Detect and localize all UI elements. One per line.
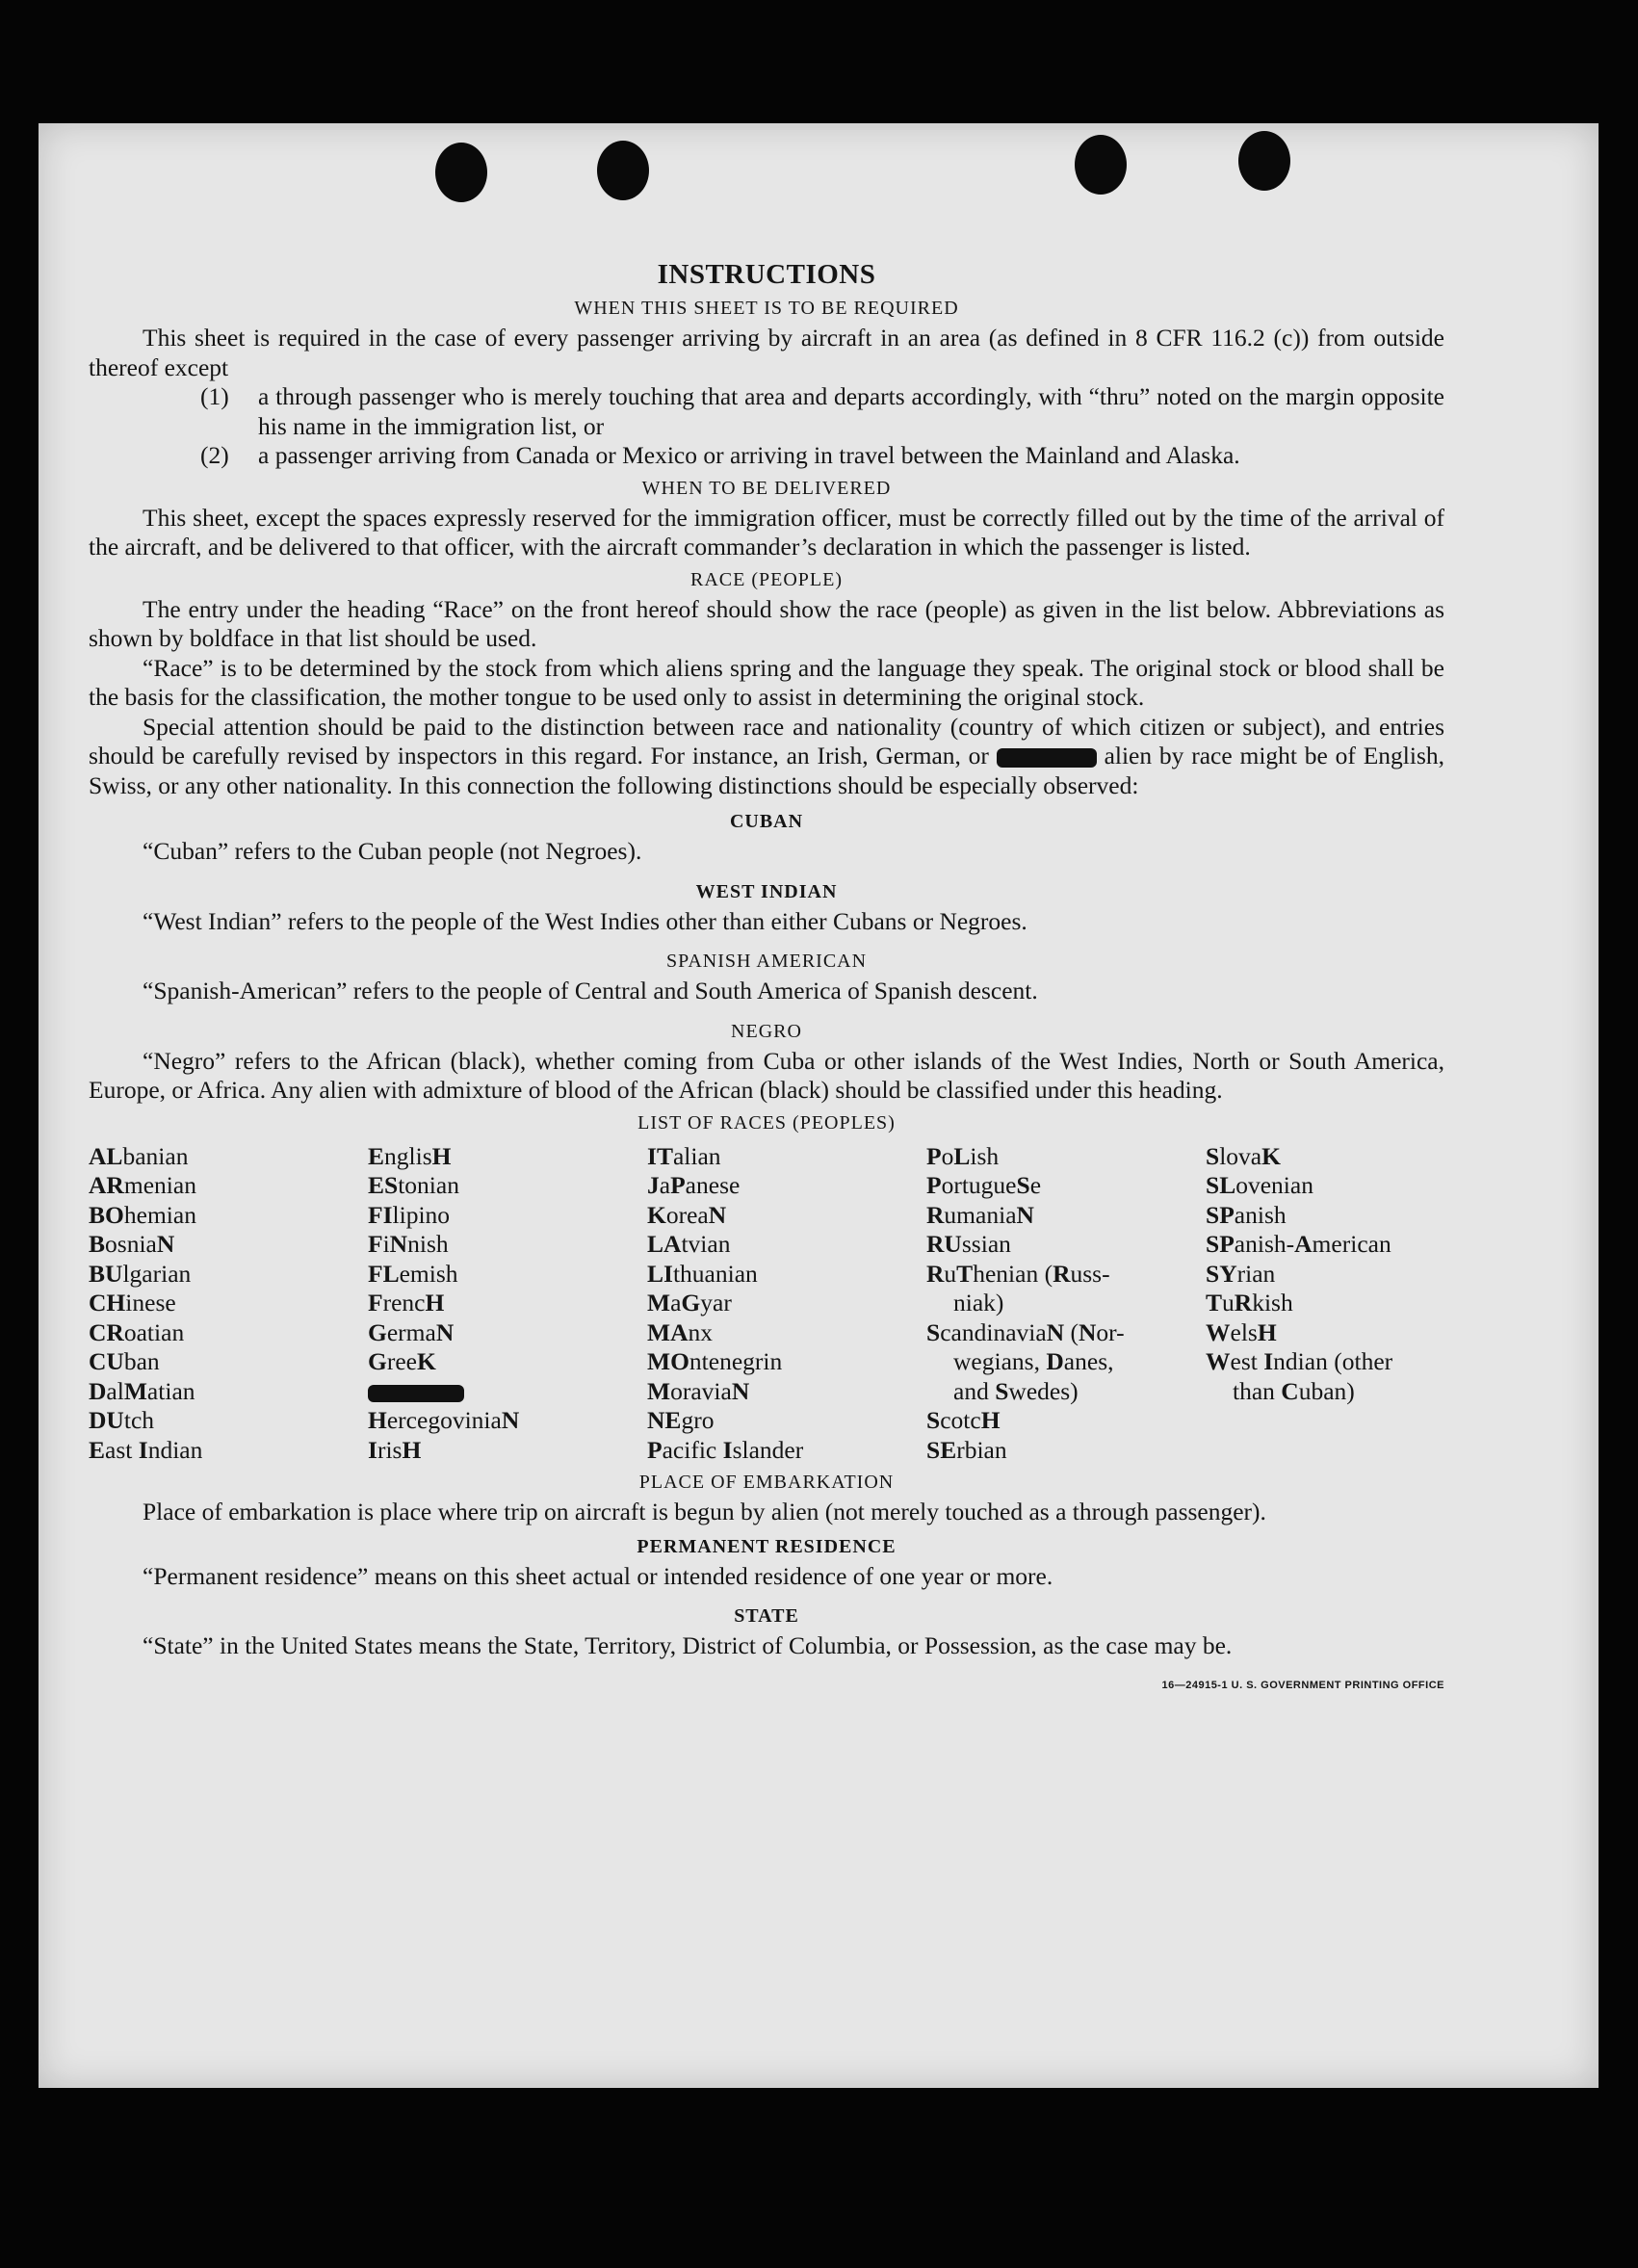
race-entry: NEgro (647, 1406, 715, 1434)
race-entry: than Cuban) (1233, 1376, 1355, 1405)
race-entry: LAtvian (647, 1230, 731, 1258)
paragraph: The entry under the heading “Race” on the front hereof should show the race (people) as given in the list below. Abbreviations as shown by boldface in that list should be used. (89, 594, 1444, 652)
race-entry: ARmenian (89, 1171, 196, 1199)
race-entry: FiNnish (368, 1230, 449, 1258)
race-entry: RumaniaN (926, 1200, 1034, 1229)
section-heading: PERMANENT RESIDENCE (637, 1535, 897, 1557)
paragraph: This sheet is required in the case of every passenger arriving by aircraft in an area (as defined in 8 CFR 116.2 (c)) from outside thereof except (89, 324, 1444, 381)
race-entry: RUssian (926, 1230, 1011, 1258)
race-entry-redacted (368, 1377, 647, 1407)
race-entry: wegians, Danes, (953, 1347, 1114, 1375)
footer (89, 1661, 1444, 1701)
race-entry: PortugueSe (926, 1171, 1042, 1199)
redaction-mark (368, 1385, 464, 1402)
section-heading: WHEN THIS SHEET IS TO BE REQUIRED (574, 298, 959, 319)
race-entry: FLemish (368, 1259, 458, 1288)
race-entry: MaGyar (647, 1289, 732, 1316)
punch-hole (435, 143, 487, 202)
paragraph: “Spanish-American” refers to the people of Central and South America of Spanish descent. (143, 977, 1038, 1004)
paragraph: “Negro” refers to the African (black), whether coming from Cuba or other islands of the West Indies, North or South America, Europe, or Africa. Any alien with admixture of blood of the African (black) should be classified under this heading. (89, 1046, 1444, 1104)
section-heading: WHEN TO BE DELIVERED (641, 477, 892, 499)
paragraph: “Permanent residence” means on this sheet actual or intended residence of one year or more. (143, 1561, 1053, 1590)
race-entry: SLovenian (1206, 1171, 1313, 1199)
race-entry: Pacific Islander (647, 1435, 804, 1464)
race-column (1206, 1142, 1446, 1466)
race-entry: ALbanian (89, 1141, 189, 1170)
punch-hole (597, 141, 649, 200)
punch-hole (1075, 135, 1127, 195)
race-entry: BOhemian (89, 1200, 196, 1229)
race-column (368, 1142, 647, 1466)
race-entry: DUtch (89, 1406, 155, 1434)
punch-hole (1238, 131, 1290, 191)
paragraph: “Race” is to be determined by the stock from which aliens spring and the language they speak. The original stock or blood shall be the basis for the classification, the mother tongue to be used only to assist in determining the original stock. (89, 653, 1444, 711)
race-entry: CHinese (89, 1289, 176, 1316)
race-entry: ITalian (647, 1141, 721, 1170)
section-heading: CUBAN (729, 811, 804, 832)
race-entry: WelsH (1206, 1317, 1277, 1346)
race-entry: EnglisH (368, 1141, 452, 1170)
race-entry: East Indian (89, 1435, 203, 1464)
race-entry: LIthuanian (647, 1259, 758, 1288)
paragraph: “Cuban” refers to the Cuban people (not Negroes). (143, 837, 642, 865)
race-entry: SPanish (1206, 1200, 1287, 1229)
instructions-content (89, 258, 1444, 1700)
race-entry: CUban (89, 1347, 160, 1375)
race-entry: ScandinaviaN (Nor- (926, 1317, 1125, 1346)
paragraph: Place of embarkation is place where trip on aircraft is begun by alien (not merely touched as a through passenger). (143, 1498, 1266, 1525)
race-entry: SErbian (926, 1435, 1007, 1464)
race-entry: and Swedes) (953, 1376, 1079, 1405)
race-entry: SPanish-American (1206, 1230, 1391, 1258)
section-heading: STATE (734, 1605, 799, 1627)
race-entry: GermaN (368, 1317, 455, 1346)
form-number: 16—24915-1 U. S. GOVERNMENT PRINTING OFFICE (1161, 1679, 1444, 1691)
race-entry: GreeK (368, 1347, 436, 1375)
race-column (647, 1142, 926, 1466)
race-entry: BosniaN (89, 1230, 175, 1258)
race-entry: MoraviaN (647, 1376, 750, 1405)
race-entry: RuThenian (Russ- (926, 1259, 1110, 1288)
race-entry: CRoatian (89, 1317, 185, 1346)
paragraph: This sheet, except the spaces expressly reserved for the immigration officer, must be correctly filled out by the time of the arrival of the aircraft, and be delivered to that officer, with the aircraft commander’s declaration in which the passenger is listed. (89, 503, 1444, 560)
section-heading: WEST INDIAN (695, 880, 838, 902)
race-entry: EStonian (368, 1171, 459, 1199)
race-entry: PoLish (926, 1141, 1000, 1170)
race-entry: MAnx (647, 1317, 713, 1346)
race-entry: BUlgarian (89, 1259, 192, 1288)
paragraph: “State” in the United States means the State, Territory, District of Columbia, or Possession, as the case may be. (143, 1631, 1233, 1659)
section-heading: LIST OF RACES (PEOPLES) (637, 1111, 896, 1134)
paragraph: “West Indian” refers to the people of the West Indies other than either Cubans or Negroes. (143, 906, 1027, 935)
race-column (926, 1142, 1206, 1466)
race-entry: IrisH (368, 1435, 422, 1464)
section-heading: NEGRO (731, 1020, 802, 1042)
section-heading: PLACE OF EMBARKATION (638, 1472, 895, 1493)
form-sheet (39, 123, 1599, 2088)
list-item: (2) a passenger arriving from Canada or Mexico or arriving in travel between the Mainland and Alaska. (200, 441, 1240, 469)
race-entry: ScotcH (926, 1406, 1001, 1434)
race-entry: TuRkish (1206, 1289, 1293, 1316)
race-entry: SlovaK (1206, 1141, 1281, 1170)
section-heading: SPANISH AMERICAN (665, 951, 868, 972)
race-entry: HercegoviniaN (368, 1406, 520, 1434)
section-heading: RACE (PEOPLE) (690, 568, 843, 590)
race-entry: FIlipino (368, 1200, 451, 1229)
race-entry: KoreaN (647, 1200, 727, 1229)
race-entry: SYrian (1206, 1259, 1276, 1288)
race-entry: niak) (953, 1289, 1004, 1316)
page-title: INSTRUCTIONS (657, 259, 876, 290)
redaction-mark (997, 748, 1097, 768)
race-entry: West Indian (other (1206, 1347, 1393, 1375)
race-list (89, 1142, 1444, 1466)
paragraph: Special attention should be paid to the distinction between race and nationality (country of which citizen or subject), and entries should be carefully revised by inspectors in this regard. For instance, an Irish, German, or alien by race might be of English, Swiss, or any other nationality. In this connection the following distinctions should be especially observed: (89, 712, 1445, 799)
race-column (89, 1142, 368, 1466)
race-entry: FrencH (368, 1289, 445, 1316)
race-entry: JaPanese (647, 1171, 741, 1199)
race-entry: MOntenegrin (647, 1347, 783, 1375)
list-item: (1) a through passenger who is merely touching that area and departs accordingly, with “thru” noted on the margin opposite his name in the immigration list, or (200, 382, 1444, 440)
race-entry: DalMatian (89, 1376, 195, 1405)
